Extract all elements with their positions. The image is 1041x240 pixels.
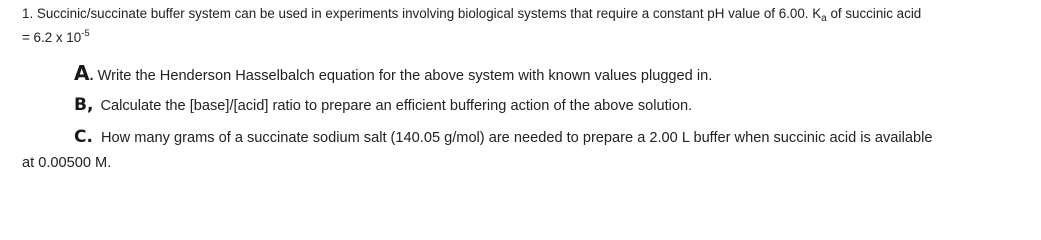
part-a-letter: A: [74, 61, 90, 85]
ka-value: = 6.2 x 10: [22, 30, 82, 45]
part-c-continuation: at 0.00500 M.: [22, 155, 112, 171]
part-c: [74, 128, 933, 147]
part-a: [74, 61, 713, 85]
part-b: [74, 96, 692, 115]
ka-subscript: a: [821, 13, 827, 24]
question-1-line-2: [22, 30, 90, 46]
question-1-tail: of succinic acid: [826, 6, 922, 21]
part-a-text: Write the Henderson Hasselbalch equation for the above system with known values plugged in.: [97, 68, 713, 84]
part-a-separator: .: [89, 68, 94, 84]
part-b-text: Calculate the [base]/[acid] ratio to prepare an efficient buffering action of the above solution.: [100, 98, 693, 114]
question-1-text: 1. Succinic/succinate buffer system can be used in experiments involving biological systems that require a constant pH value of 6.00. K: [22, 6, 822, 21]
question-1-line-1: [22, 6, 921, 22]
part-c-text: How many grams of a succinate sodium salt (140.05 g/mol) are needed to prepare a 2.00 L buffer when succinic acid is available: [101, 130, 933, 146]
ka-exponent: -5: [81, 28, 90, 39]
part-c-letter: C.: [74, 127, 93, 147]
part-b-letter: B,: [74, 95, 94, 115]
